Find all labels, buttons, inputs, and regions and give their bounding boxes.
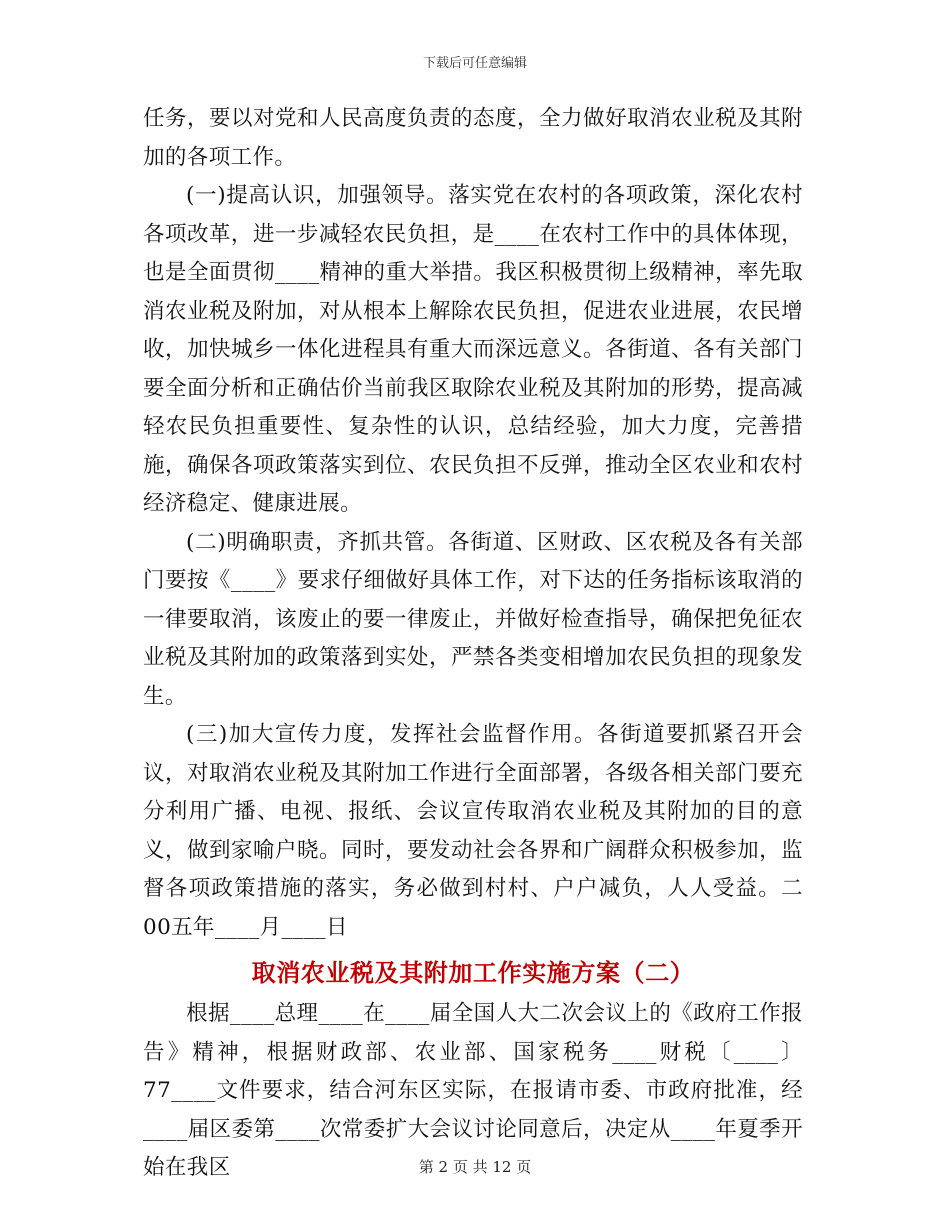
paragraph-section-1: (一)提高认识，加强领导。落实党在农村的各项政策，深化农村各项改革，进一步减轻农民负担，是____在农村工作中的具体体现，也是全面贯彻____精神的重大举措。我区积极贯彻上级精神，率先取消农业税及附加，对从根本上解除农民负担，促进农业进展，农民增收，加快城乡一体化进程具有重大而深远意义。各街道、各有关部门要全面分析和正确估价当前我区取除农业税及其附加的形势，提高减轻农民负担重要性、复杂性的认识，总结经验，加大力度，完善措施，确保各项政策落实到位、农民负担不反弹，推动全区农业和农村经济稳定、健康进展。 bbox=[143, 183, 803, 516]
page-footer: 第 2 页 共 12 页 bbox=[418, 1158, 532, 1176]
page-header: 下载后可任意编辑 bbox=[422, 56, 527, 71]
document-body bbox=[143, 100, 803, 1188]
paragraph-section-3: (三)加大宣传力度，发挥社会监督作用。各街道要抓紧召开会议，对取消农业税及其附加工作进行全面部署，各级各相关部门要充分利用广播、电视、报纸、会议宣传取消农业税及其附加的目的意义，做到家喻户晓。同时，要发动社会各界和广阔群众积极参加，监督各项政策措施的落实，务必做到村村、户户减负，人人受益。二00五年____月____日 bbox=[143, 722, 803, 940]
paragraph-section-2: (二)明确职责，齐抓共管。各街道、区财政、区农税及各有关部门要按《____》要求仔细做好具体工作，对下达的任务指标该取消的一律要取消，该废止的要一律废止，并做好检查指导，确保把免征农业税及其附加的政策落到实处，严禁各类变相增加农民负担的现象发生。 bbox=[143, 529, 803, 709]
section-title: 取消农业税及其附加工作实施方案（二） bbox=[251, 958, 695, 987]
paragraph-plan-intro: 根据____总理____在____届全国人大二次会议上的《政府工作报告》精神，根据财政部、农业部、国家税务____财税〔____〕77____文件要求，结合河东区实际，在报请市委、市政府批准，经____届区委第____次常委扩大会议讨论同意后，决定从____年夏季开始在我区 bbox=[143, 1001, 803, 1180]
paragraph-continuation: 任务，要以对党和人民高度负责的态度，全力做好取消农业税及其附加的各项工作。 bbox=[143, 106, 803, 170]
